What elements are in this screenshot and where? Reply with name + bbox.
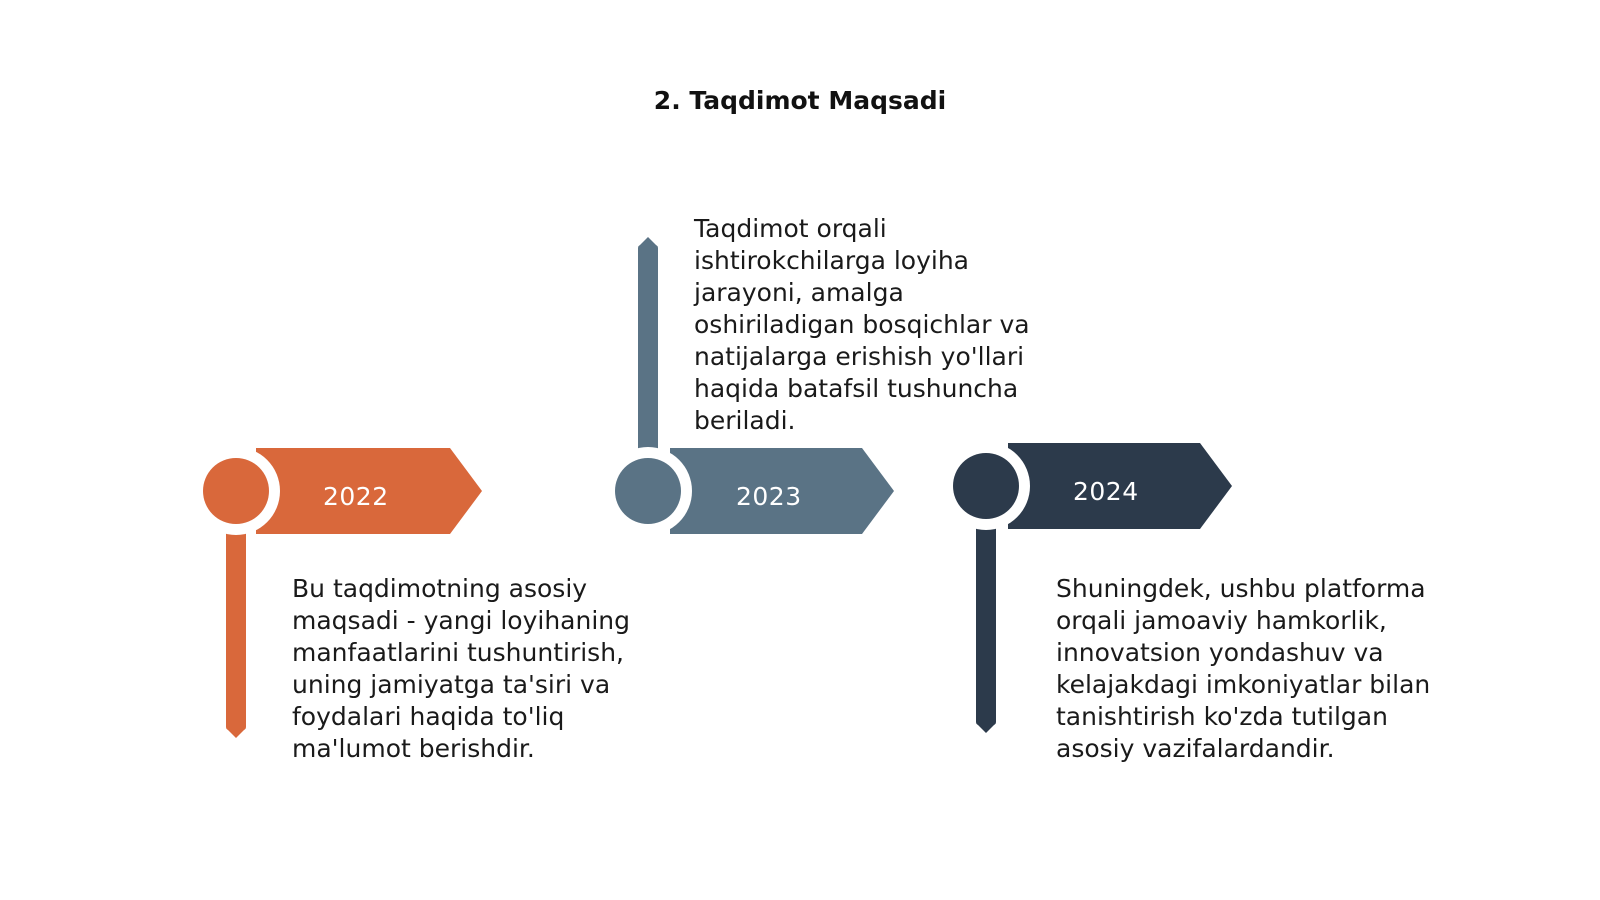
milestone-2024-dot [953,453,1019,519]
milestone-2024-year: 2024 [1073,477,1139,506]
milestone-2024-description: Shuningdek, ushbu platforma orqali jamoaviy hamkorlik, innovatsion yondashuv va kelajakdagi imkoniyatlar bilan tanishtirish ko'zda tutilgan asosiy vazifalardandir. [1056,574,1431,763]
milestone-2023-year: 2023 [736,482,802,511]
milestone-2024-stem [976,523,996,725]
milestone-2022-year: 2022 [323,482,389,511]
milestone-2022-stem [226,528,246,730]
milestone-2023-stem [638,245,658,455]
milestone-2023-description: Taqdimot orqali ishtirokchilarga loyiha jarayoni, amalga oshiriladigan bosqichlar va natijalarga erishish yo'llari haqida batafsil tushuncha beriladi. [694,214,1030,435]
milestone-2024-stem-tip [976,723,996,733]
slide-title: 2. Taqdimot Maqsadi [653,86,947,115]
milestone-2022-stem-tip [226,728,246,738]
milestone-2022-description: Bu taqdimotning asosiy maqsadi - yangi loyihaning manfaatlarini tushuntirish, uning jamiyatga ta'siri va foydalari haqida to'liq ma'lumot berishdir. [292,574,630,763]
milestone-2022-dot [203,458,269,524]
milestone-2023-dot [615,458,681,524]
